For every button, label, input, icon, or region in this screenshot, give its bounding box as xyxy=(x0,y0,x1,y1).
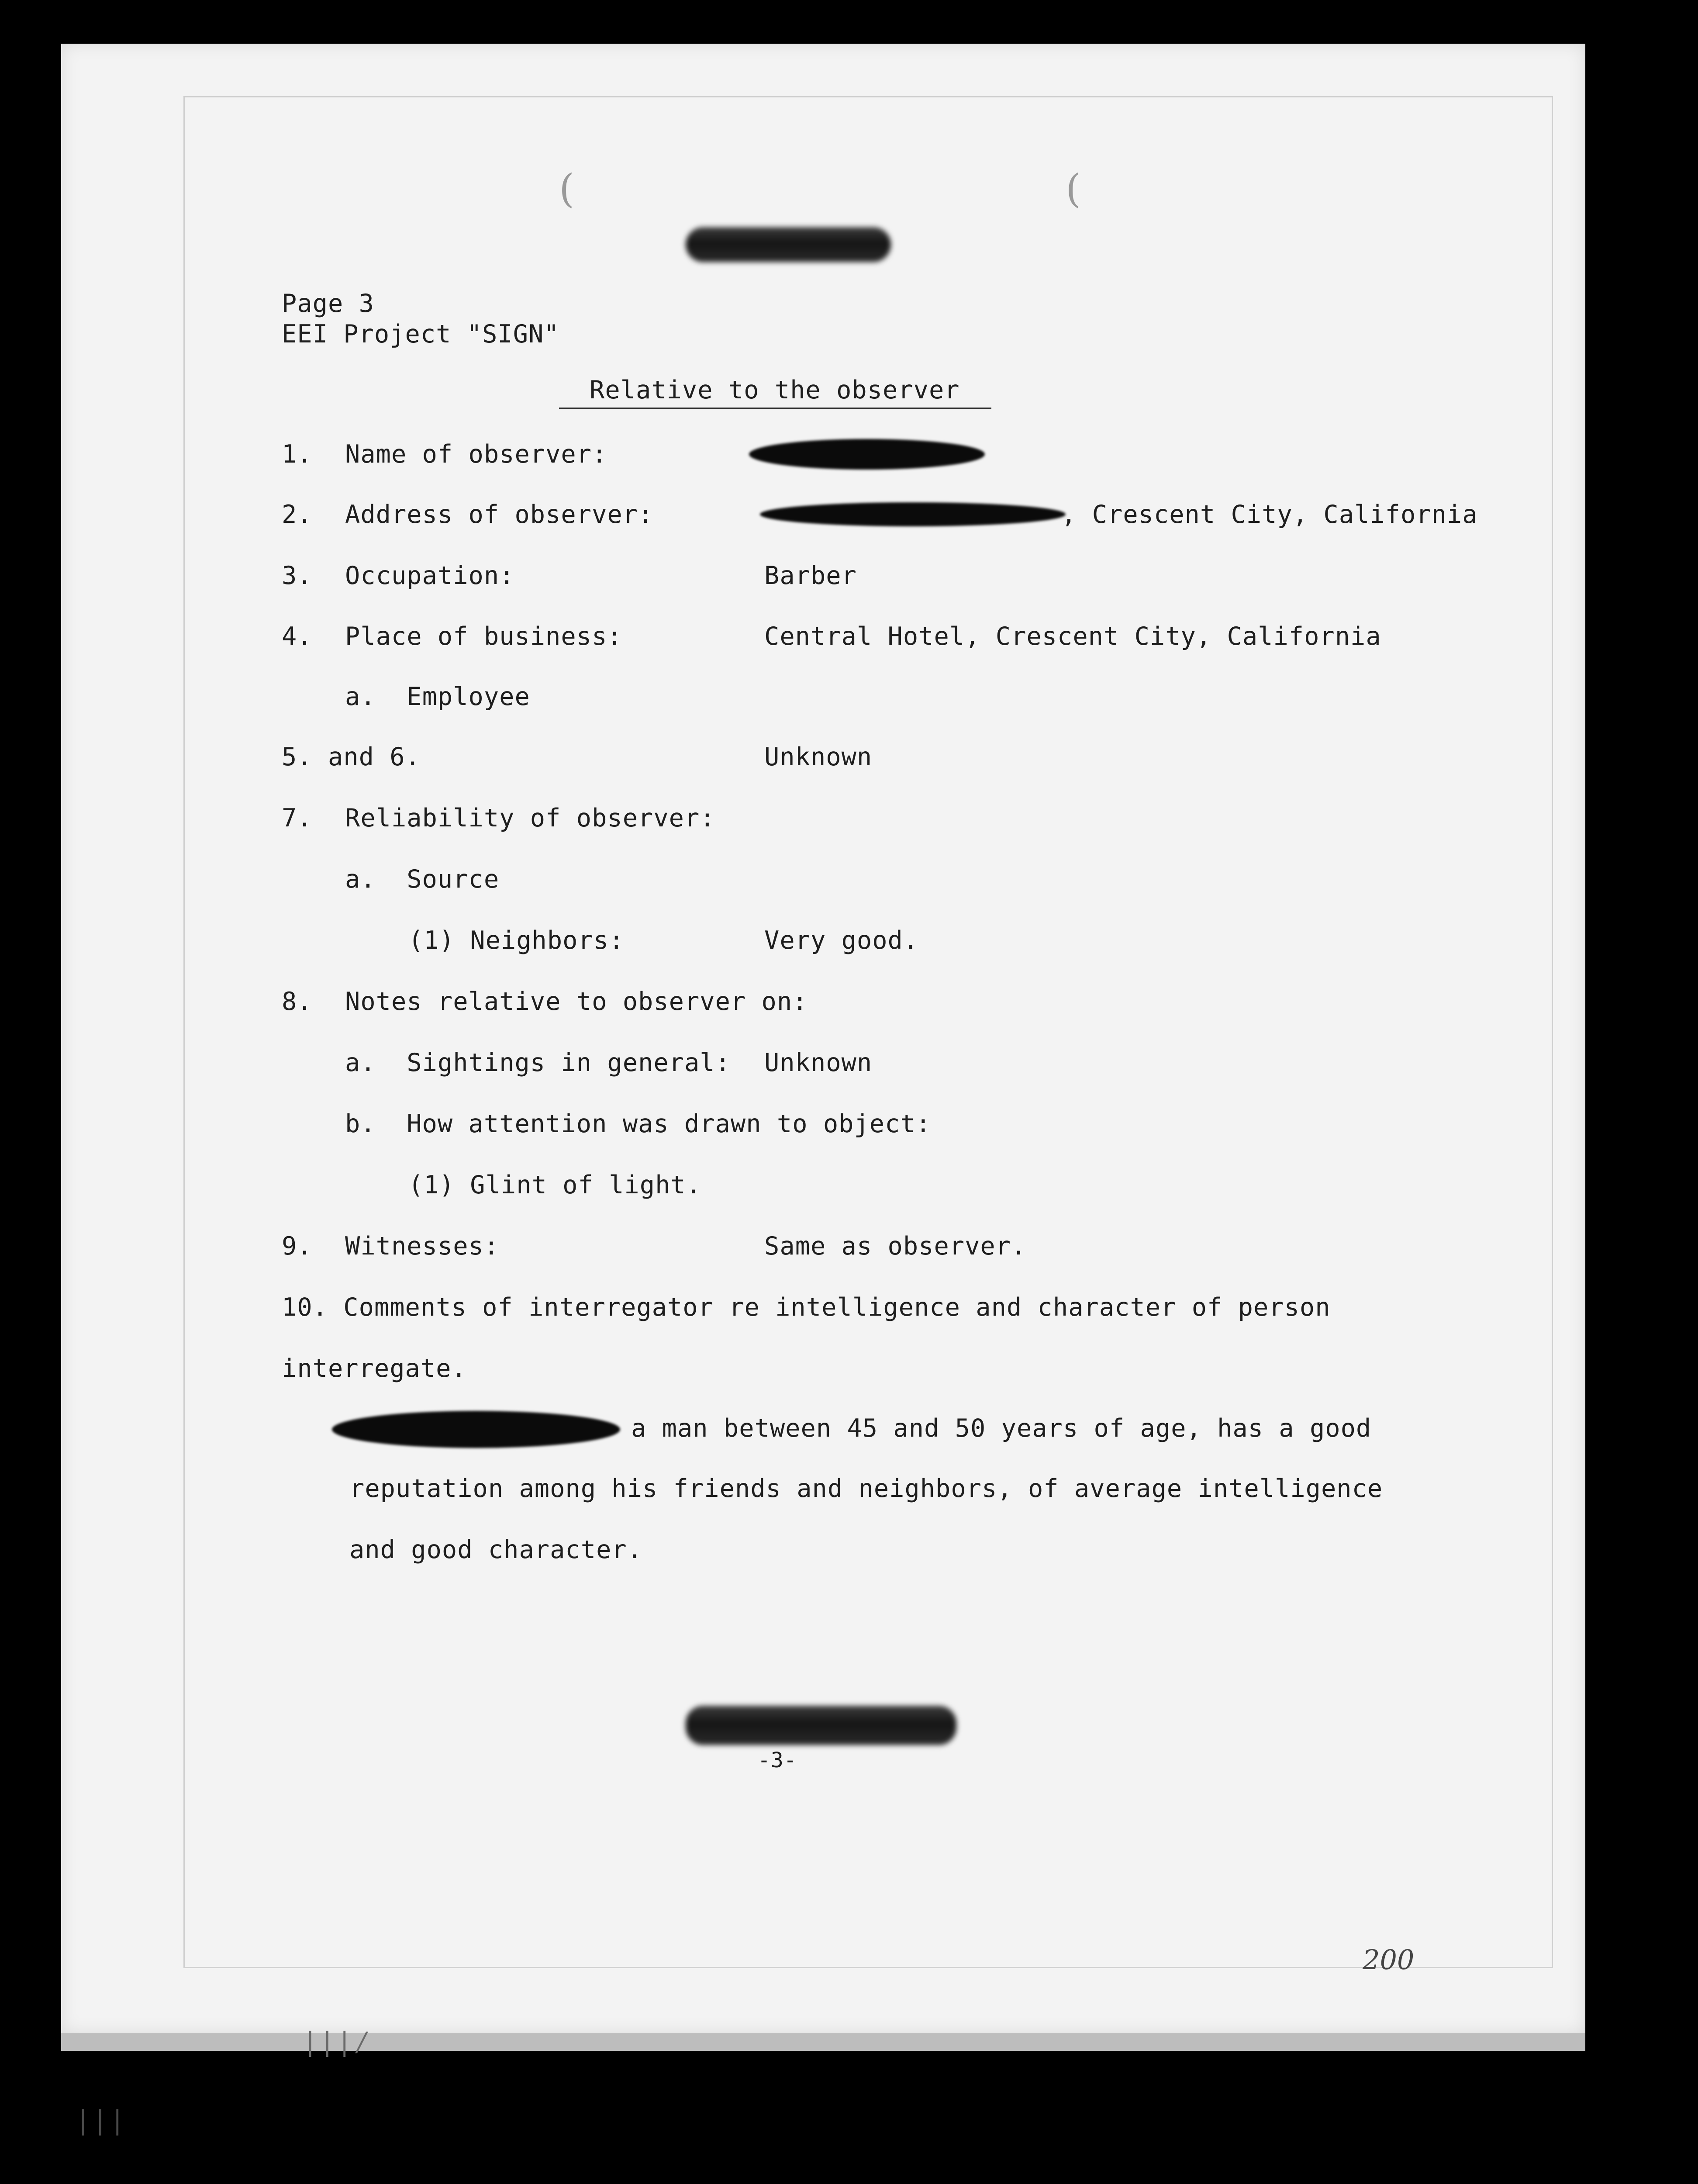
redaction-observer-name xyxy=(332,1411,620,1448)
item-2-label: Address of observer: xyxy=(345,500,654,529)
classification-stamp-top xyxy=(686,227,891,262)
margin-scribble: | | | xyxy=(79,2105,122,2136)
project-label: EEI Project "SIGN" xyxy=(282,320,559,349)
item-8-label: Notes relative to observer on: xyxy=(345,987,808,1016)
item-3-value: Barber xyxy=(764,561,857,590)
item-7-label: Reliability of observer: xyxy=(345,804,715,833)
item-4-value: Central Hotel, Crescent City, California xyxy=(764,622,1381,651)
heading-underline xyxy=(559,408,991,409)
item-3-number: 3. xyxy=(282,561,313,590)
item-8b: b. How attention was drawn to object: xyxy=(345,1109,932,1138)
item-7-number: 7. xyxy=(282,804,313,833)
item-5-6-value: Unknown xyxy=(764,743,873,771)
item-8-number: 8. xyxy=(282,987,313,1016)
item-10-line-2: interregate. xyxy=(282,1354,467,1383)
item-9-label: Witnesses: xyxy=(345,1232,500,1261)
margin-mark: ( xyxy=(1066,166,1081,212)
item-4a: a. Employee xyxy=(345,682,530,711)
margin-scribble: | | | / xyxy=(306,2027,366,2057)
item-4-number: 4. xyxy=(282,622,313,651)
comment-line-3: and good character. xyxy=(349,1535,643,1564)
item-4-label: Place of business: xyxy=(345,622,623,651)
redaction-address xyxy=(760,502,1066,526)
item-2-number: 2. xyxy=(282,500,313,529)
page-shadow-edge xyxy=(61,2033,1585,2051)
item-8b1: (1) Glint of light. xyxy=(408,1171,702,1199)
margin-mark: ( xyxy=(559,166,575,212)
page-label: Page 3 xyxy=(282,289,374,318)
item-8a-value: Unknown xyxy=(764,1048,873,1077)
item-10-line-1: 10. Comments of interregator re intelligence and character of person xyxy=(282,1293,1331,1322)
comment-line-2: reputation among his friends and neighbors, of average intelligence xyxy=(349,1474,1383,1503)
page-number: -3- xyxy=(758,1748,797,1773)
classification-stamp-bottom xyxy=(686,1706,956,1745)
item-1-number: 1. xyxy=(282,440,313,469)
item-7a1-value: Very good. xyxy=(764,926,919,955)
redaction-name xyxy=(749,439,985,470)
item-5-6-label: 5. and 6. xyxy=(282,743,421,771)
item-9-value: Same as observer. xyxy=(764,1232,1027,1261)
item-8a: a. Sightings in general: xyxy=(345,1048,731,1077)
comment-line-1: a man between 45 and 50 years of age, has a good xyxy=(631,1414,1372,1443)
section-heading: Relative to the observer xyxy=(590,376,960,404)
item-2-value: , Crescent City, California xyxy=(1061,500,1478,529)
item-3-label: Occupation: xyxy=(345,561,515,590)
item-7a: a. Source xyxy=(345,865,500,894)
item-1-label: Name of observer: xyxy=(345,440,607,469)
item-7a1: (1) Neighbors: xyxy=(408,926,625,955)
handwritten-number: 200 xyxy=(1363,1944,1415,1976)
item-9-number: 9. xyxy=(282,1232,313,1261)
